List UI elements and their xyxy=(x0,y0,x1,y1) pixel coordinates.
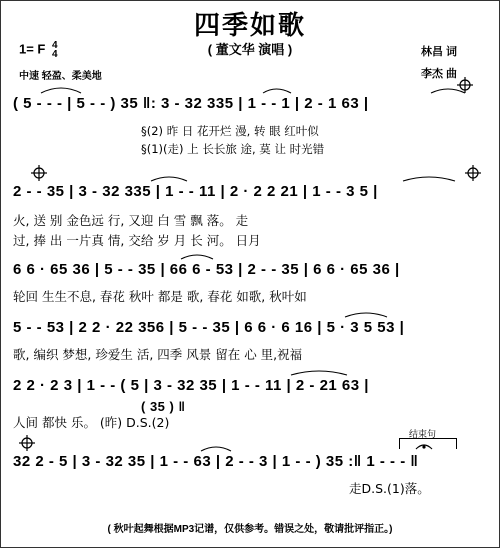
notation-line-3: 6 6 · 65 36 | 5 - - 35 | 66 6 - 53 | 2 - - 35 | 6 6 · 65 36 | xyxy=(13,261,400,278)
notation-line-1: ( 5 - - - | 5 - - ) 35 ‖: 3 - 32 335 | 1 - - 1 | 2 - 1 63 | xyxy=(13,95,369,112)
lyrics-line-3: 轮回 生生不息, 春花 秋叶 都是 歌, 春花 如歌, 秋叶如 xyxy=(13,289,307,304)
notation-line-5: 2 2 · 2 3 | 1 - - ( 5 | 3 - 32 35 | 1 - - 11 | 2 - 21 63 | xyxy=(13,377,369,394)
composer-credit: 李杰 曲 xyxy=(421,68,458,80)
coda-sign xyxy=(465,165,481,181)
performer-subtitle: ( 董文华 演唱 ) xyxy=(207,42,293,57)
slur-mark xyxy=(41,88,81,93)
slur-mark xyxy=(181,255,213,259)
coda-sign xyxy=(31,165,47,181)
slur-mark xyxy=(151,177,187,181)
key-label: 1= F xyxy=(19,41,46,57)
notation-line-6: 32 2 - 5 | 3 - 32 35 | 1 - - 63 | 2 - - 3 | 1 - - ) 35 :‖ 1 - - - ‖ xyxy=(13,453,419,470)
lyrics-line-4: 歌, 编织 梦想, 珍爱生 活, 四季 风景 留在 心 里,祝福 xyxy=(13,347,303,362)
slur-mark xyxy=(403,177,455,181)
ending-label: 结束句 xyxy=(409,429,437,439)
tempo-marking: 中速 轻盈、柔美地 xyxy=(19,71,102,82)
lyrics-line-1b: §(1)(走) 上 长长旅 途, 莫 让 时光错 xyxy=(141,142,325,156)
lyrics-line-5: 人间 都快 乐。 (昨) D.S.(2) xyxy=(13,415,170,430)
lyrics-line-6: 走D.S.(1)落。 xyxy=(349,481,430,496)
slur-mark xyxy=(291,371,347,375)
slur-mark xyxy=(345,313,387,317)
time-signature-top: 4 xyxy=(52,40,58,51)
slur-mark xyxy=(263,89,291,93)
lyricist-credit: 林昌 词 xyxy=(421,46,458,58)
footer-note: ( 秋叶起舞根据MP3记谱，仅供参考。错误之处，敬请批评指正。) xyxy=(107,524,393,535)
fermata-mark xyxy=(416,445,432,449)
notation-line-5-under: ( 35 ) ‖ xyxy=(141,399,186,414)
slur-mark xyxy=(431,89,465,93)
lyrics-line-2b: 过, 捧 出 一片真 情, 交给 岁 月 长 河。 日月 xyxy=(13,233,261,248)
slur-mark xyxy=(201,447,231,451)
lyrics-line-2a: 火, 送 别 金色远 行, 又迎 白 雪 飘 落。 走 xyxy=(13,213,249,228)
song-title: 四季如歌 xyxy=(193,10,306,40)
time-signature-bottom: 4 xyxy=(52,49,58,60)
notation-line-4: 5 - - 53 | 2 2 · 22 356 | 5 - - 35 | 6 6 · 6 16 | 5 · 3 5 53 | xyxy=(13,319,405,336)
coda-sign xyxy=(19,435,35,451)
notation-line-2: 2 - - 35 | 3 - 32 335 | 1 - - 11 | 2 · 2 2 21 | 1 - - 3 5 | xyxy=(13,183,378,200)
lyrics-line-1a: §(2) 昨 日 花开烂 漫, 转 眼 红叶似 xyxy=(141,124,319,138)
notation-decorations xyxy=(1,1,499,547)
